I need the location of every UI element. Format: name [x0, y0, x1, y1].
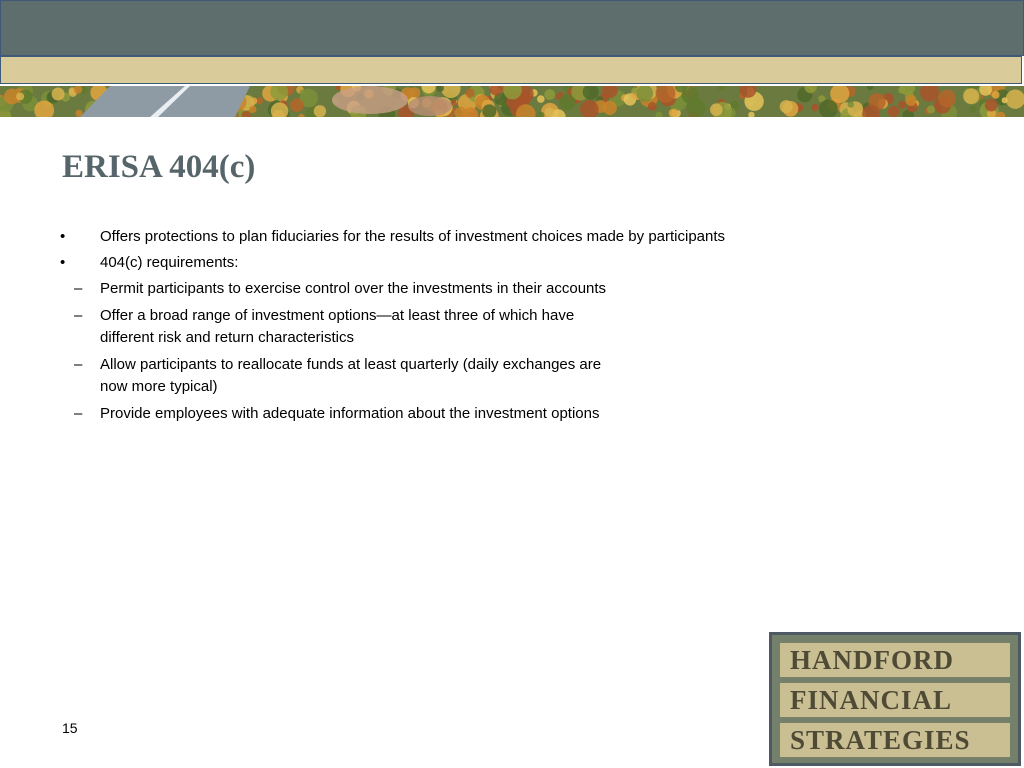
bullet-marker: •: [60, 254, 66, 271]
slide-content: [0, 226, 760, 430]
autumn-road-landscape-icon: [0, 86, 1024, 117]
bullet-item: [0, 252, 760, 274]
header-top-bar: [0, 0, 1024, 56]
sub-bullet-item: [0, 403, 620, 425]
handford-logo: [769, 632, 1021, 766]
logo-line-handford: [780, 643, 1010, 677]
sub-bullet-marker: –: [74, 307, 83, 324]
sub-bullet-marker: –: [74, 280, 83, 297]
sub-bullet-text: Permit participants to exercise control over the investments in their accounts: [100, 280, 607, 297]
logo-text: FINANCIAL: [790, 684, 953, 715]
sub-bullet-marker: –: [74, 356, 83, 373]
bullet-text: Offers protections to plan fiduciaries for the results of investment choices made by participants: [100, 228, 726, 245]
sub-bullet-text: Allow participants to reallocate funds at least quarterly (daily exchanges are now more typical): [100, 356, 602, 395]
bullet-text: 404(c) requirements:: [100, 254, 239, 271]
logo-text: STRATEGIES: [790, 724, 971, 755]
bullet-marker: •: [60, 228, 66, 245]
sub-bullet-text: Provide employees with adequate information about the investment options: [100, 405, 600, 422]
logo-line-financial: [780, 683, 1010, 717]
sub-bullet-item: [0, 278, 620, 300]
logo-line-strategies: [780, 723, 1010, 757]
sub-bullet-text: Offer a broad range of investment options—at least three of which have different risk and return characteristics: [100, 307, 575, 346]
slide-title: ERISA 404(c): [62, 149, 256, 185]
page-number: 15: [62, 720, 78, 736]
sub-bullet-item: [0, 305, 620, 349]
bullet-item: [0, 226, 760, 248]
sub-bullet-item: [0, 354, 620, 398]
sub-bullet-marker: –: [74, 405, 83, 422]
logo-text: HANDFORD: [790, 644, 954, 675]
header-tan-bar: [0, 56, 1022, 84]
